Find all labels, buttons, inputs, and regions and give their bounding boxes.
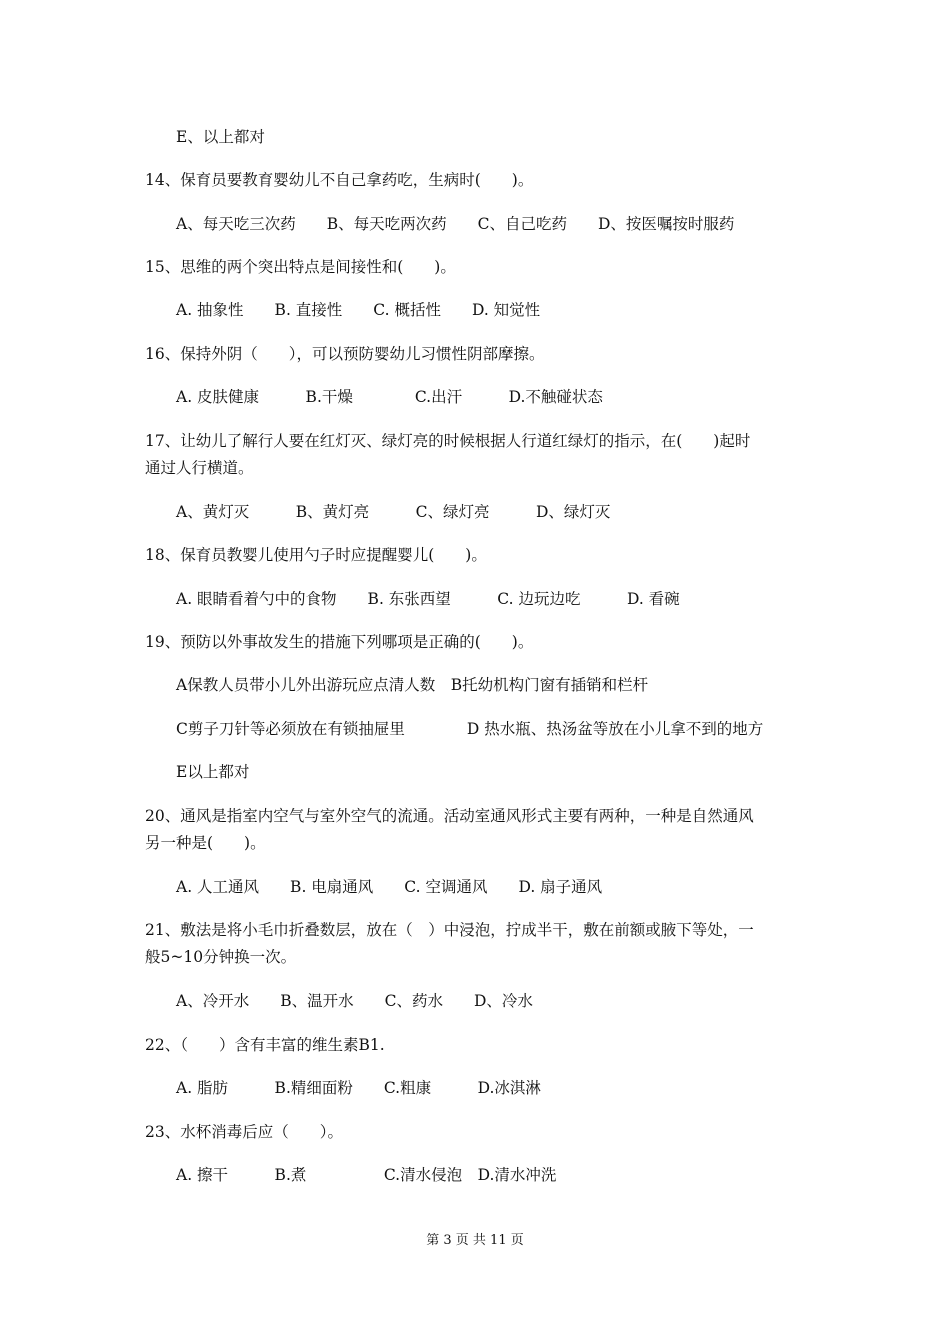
question-20-options: A. 人工通风 B. 电扇通风 C. 空调通风 D. 扇子通风 [176, 878, 603, 896]
question-19-option-e: E以上都对 [176, 763, 250, 781]
question-23: 23、水杯消毒后应（ ）。 [145, 1123, 343, 1141]
question-16: 16、保持外阴（ ），可以预防婴幼儿习惯性阴部摩擦。 [145, 345, 545, 363]
question-19-options-cd: C剪子刀针等必须放在有锁抽屉里 D 热水瓶、热汤盆等放在小儿拿不到的地方 [176, 720, 764, 738]
question-21-line-2: 般5~10分钟换一次。 [145, 948, 297, 966]
question-20-line-2: 另一种是( )。 [145, 834, 266, 852]
question-21-options: A、冷开水 B、温开水 C、药水 D、冷水 [176, 992, 533, 1010]
question-17-line-2: 通过人行横道。 [145, 459, 254, 477]
question-20-line-1: 20、通风是指室内空气与室外空气的流通。活动室通风形式主要有两种，一种是自然通风 [145, 807, 754, 825]
question-15: 15、思维的两个突出特点是间接性和( )。 [145, 258, 456, 276]
question-14-options: A、每天吃三次药 B、每天吃两次药 C、自己吃药 D、按医嘱按时服药 [176, 215, 735, 233]
question-14: 14、保育员要教育婴幼儿不自己拿药吃，生病时( )。 [145, 171, 534, 189]
question-15-options: A. 抽象性 B. 直接性 C. 概括性 D. 知觉性 [176, 301, 541, 319]
question-19: 19、预防以外事故发生的措施下列哪项是正确的( )。 [145, 633, 534, 651]
question-21-line-1: 21、敷法是将小毛巾折叠数层，放在（ ）中浸泡，拧成半干，敷在前额或腋下等处，一 [145, 921, 754, 939]
question-18-options: A. 眼睛看着勺中的食物 B. 东张西望 C. 边玩边吃 D. 看碗 [176, 590, 680, 608]
q13-option-e: E、以上都对 [176, 128, 265, 146]
question-22: 22、（ ）含有丰富的维生素B1. [145, 1036, 385, 1054]
question-16-options: A. 皮肤健康 B.干燥 C.出汗 D.不触碰状态 [176, 388, 603, 406]
question-22-options: A. 脂肪 B.精细面粉 C.粗康 D.冰淇淋 [176, 1079, 541, 1097]
question-23-options: A. 擦干 B.煮 C.清水侵泡 D.清水冲洗 [176, 1166, 557, 1184]
question-17-options: A、黄灯灭 B、黄灯亮 C、绿灯亮 D、绿灯灭 [176, 503, 611, 521]
page-footer: 第 3 页 共 11 页 [426, 1233, 524, 1248]
question-18: 18、保育员教婴儿使用勺子时应提醒婴儿( )。 [145, 546, 487, 564]
question-19-options-ab: A保教人员带小儿外出游玩应点清人数 B托幼机构门窗有插销和栏杆 [176, 676, 649, 694]
question-17-line-1: 17、让幼儿了解行人要在红灯灭、绿灯亮的时候根据人行道红绿灯的指示，在( )起时 [145, 432, 751, 450]
